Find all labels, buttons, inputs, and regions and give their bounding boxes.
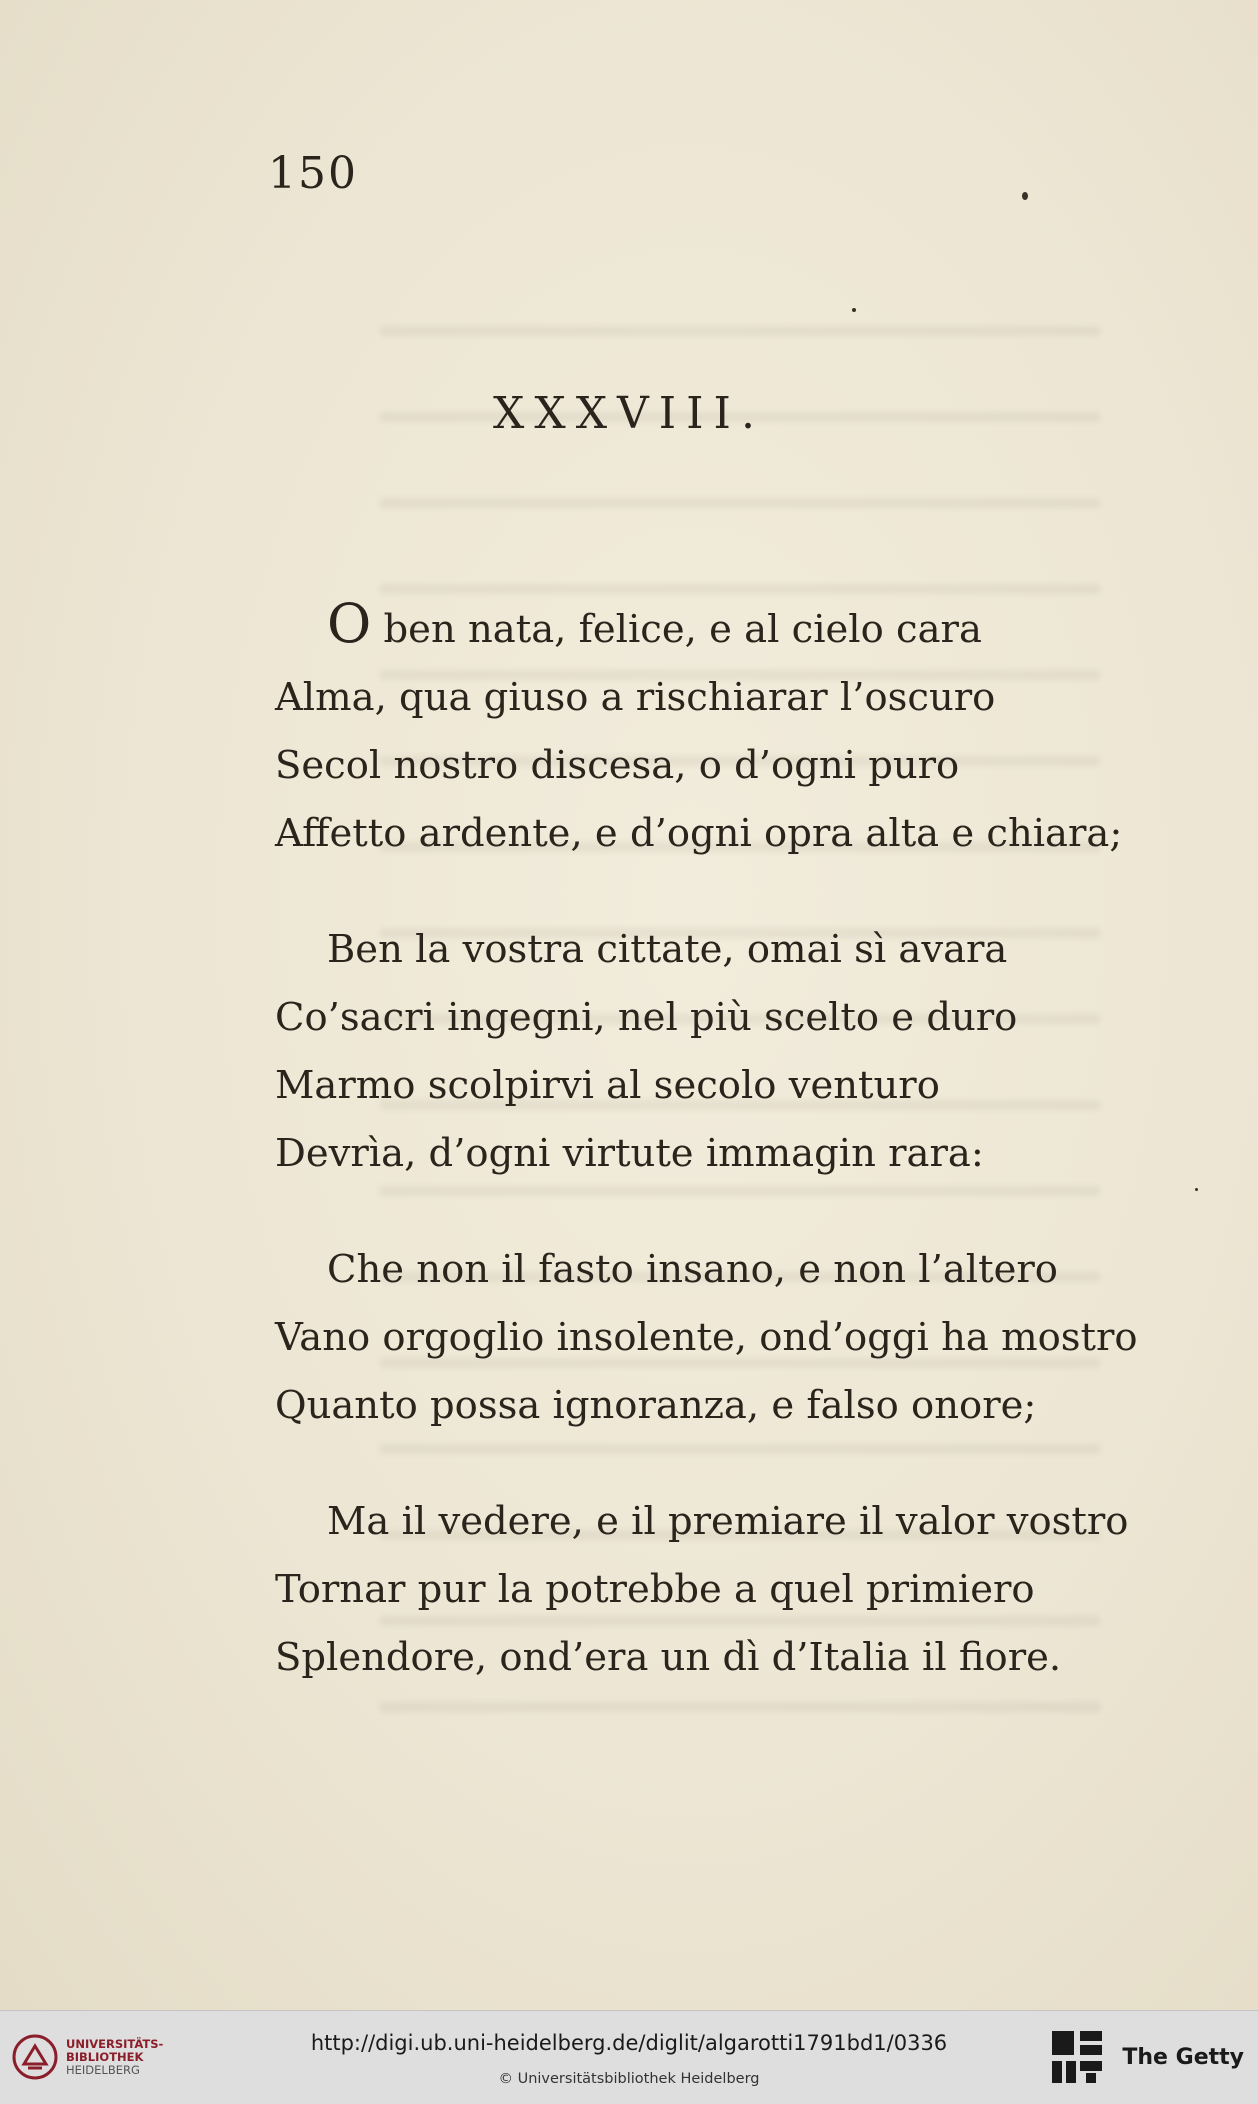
poem-line: Secol nostro discesa, o d’ogni puro bbox=[275, 743, 960, 788]
drop-cap: O bbox=[327, 592, 372, 655]
page-number: 150 bbox=[268, 148, 358, 199]
ink-speck bbox=[1022, 192, 1028, 200]
poem-line: Che non il fasto insano, e non l’altero bbox=[327, 1247, 1058, 1292]
viewer-footer bbox=[0, 2010, 1258, 2104]
library-name-line: BIBLIOTHEK bbox=[66, 2049, 144, 2064]
partner-name: The Getty bbox=[1122, 2044, 1244, 2070]
permalink-url[interactable]: http://digi.ub.uni-heidelberg.de/diglit/algarotti1791bd1/0336 bbox=[310, 2031, 948, 2055]
poem-line: Co’sacri ingegni, nel più scelto e duro bbox=[275, 995, 1018, 1040]
sonnet bbox=[275, 590, 1225, 1740]
getty-mark-icon bbox=[1050, 2029, 1104, 2085]
library-name-line: UNIVERSITÄTS- bbox=[66, 2036, 164, 2051]
getty-logo[interactable] bbox=[1050, 2029, 1244, 2085]
poem-line: Ma il vedere, e il premiare il valor vostro bbox=[327, 1499, 1129, 1544]
poem-line: Tornar pur la potrebbe a quel primiero bbox=[275, 1567, 1035, 1612]
quatrain-2 bbox=[275, 916, 1225, 1188]
poem-line: Marmo scolpirvi al secolo venturo bbox=[275, 1063, 940, 1108]
poem-line: Quanto possa ignoranza, e falso onore; bbox=[275, 1383, 1037, 1428]
quatrain-1 bbox=[275, 590, 1225, 868]
tercet-1 bbox=[275, 1236, 1225, 1440]
poem-line: Ben la vostra cittate, omai sì avara bbox=[327, 927, 1008, 972]
copyright-notice: © Universitätsbibliothek Heidelberg bbox=[498, 2071, 760, 2087]
ink-speck bbox=[852, 308, 856, 312]
poem-number-heading: XXXVIII. bbox=[493, 388, 765, 439]
poem-line: Devrìa, d’ogni virtute immagin rara: bbox=[275, 1131, 984, 1176]
library-name-line: HEIDELBERG bbox=[66, 2062, 140, 2077]
poem-line: Affetto ardente, e d’ogni opra alta e chiara; bbox=[275, 811, 1123, 856]
poem-line: Alma, qua giuso a rischiarar l’oscuro bbox=[275, 675, 996, 720]
poem-line-text: ben nata, felice, e al cielo cara bbox=[371, 607, 982, 652]
poem-line: Splendore, ond’era un dì d’Italia il fiore. bbox=[275, 1635, 1062, 1680]
tercet-2 bbox=[275, 1488, 1225, 1692]
poem-line bbox=[275, 590, 1225, 664]
poem-line: Vano orgoglio insolente, ond’oggi ha mostro bbox=[275, 1315, 1138, 1360]
